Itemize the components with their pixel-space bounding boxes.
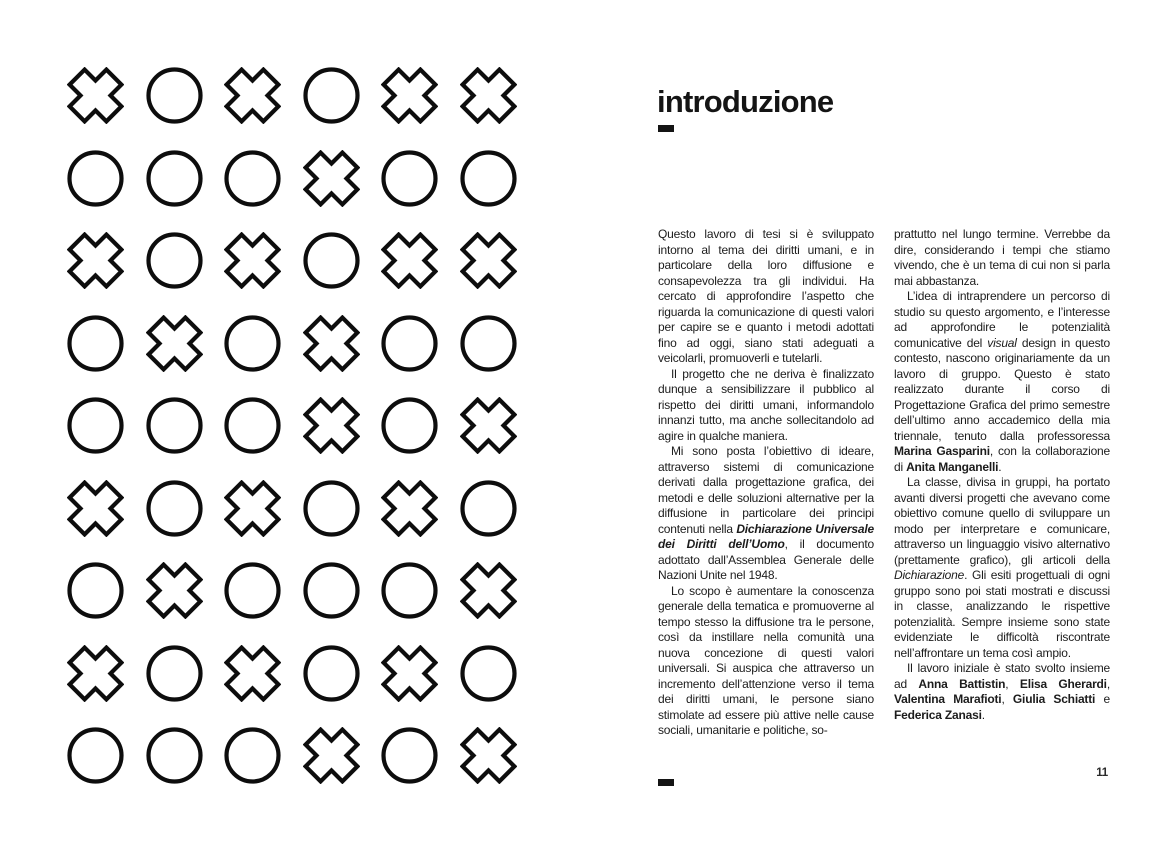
paragraph — [658, 227, 874, 367]
cross-shape — [381, 480, 438, 537]
circle-shape — [303, 645, 360, 702]
cross-shape — [381, 645, 438, 702]
cross-shape — [460, 397, 517, 454]
cross-shape — [303, 397, 360, 454]
cross-shape — [460, 562, 517, 619]
cross-shape — [224, 232, 281, 289]
circle-shape — [146, 397, 203, 454]
text-segment: , — [1005, 676, 1020, 691]
text-segment: , — [1106, 676, 1110, 691]
circle-shape — [146, 67, 203, 124]
text-segment: prattutto nel lungo termine. Verrebbe da dire, considerando i tempi che stiamo vivendo, che è un tema di cui non si parla mai abbastanza. — [894, 227, 1110, 288]
text-segment: Questo lavoro di tesi si è sviluppato intorno al tema dei diritti umani, e in particolare della loro diffusione e consapevolezza tra gli individui. Ha cercato di approfondire l’aspetto che riguarda la comunicazione di questi valori per capire se e quanto i metodi adottati fino ad oggi, siano stati adeguati a veicolarli, promuoverli e tutelarli. — [658, 227, 874, 365]
cross-shape — [460, 727, 517, 784]
circle-shape — [224, 150, 281, 207]
cross-shape — [303, 315, 360, 372]
text-segment: Dichiarazione — [894, 568, 965, 582]
circle-shape — [303, 480, 360, 537]
text-segment: . — [998, 459, 1002, 474]
circle-shape — [381, 397, 438, 454]
circle-shape — [460, 645, 517, 702]
text-segment: Marina Gasparini — [894, 444, 990, 458]
circle-shape — [303, 562, 360, 619]
text-segment: Dichiarazione Universale dei Diritti dell’Uomo — [658, 521, 874, 551]
text-column-2 — [894, 227, 1110, 739]
circle-shape — [146, 645, 203, 702]
text-segment: , il documento adottato dall’Assemblea Generale delle Nazioni Unite nel 1948. — [658, 537, 874, 582]
circle-shape — [381, 315, 438, 372]
paragraph — [894, 475, 1110, 661]
cross-shape — [146, 562, 203, 619]
page-title: introduzione — [657, 84, 834, 119]
paragraph — [658, 367, 874, 445]
text-segment: design in questo contesto, nascono originariamente da un lavoro di gruppo. Questo è stato realizzato durante il corso di Progettazione Grafica del primo semestre dell’ultimo anno accademico della mia triennale, tenuto dalla professoressa — [894, 335, 1110, 443]
text-segment: Federica Zanasi — [894, 707, 982, 722]
circle-shape — [381, 727, 438, 784]
cross-shape — [460, 232, 517, 289]
circle-shape — [146, 480, 203, 537]
circle-shape — [460, 315, 517, 372]
body-text — [658, 227, 1110, 739]
cross-shape — [224, 645, 281, 702]
circle-shape — [460, 480, 517, 537]
circle-shape — [224, 727, 281, 784]
circle-shape — [224, 562, 281, 619]
paragraph — [658, 444, 874, 584]
text-segment: , con la collaborazione di — [894, 444, 1110, 474]
circle-shape — [303, 232, 360, 289]
circle-shape — [146, 232, 203, 289]
cross-shape — [67, 67, 124, 124]
cross-shape — [67, 480, 124, 537]
text-segment: Anita Manganelli — [906, 459, 999, 474]
text-column-1 — [658, 227, 874, 739]
title-dash-icon — [658, 125, 674, 132]
text-segment: Valentina Marafioti — [894, 692, 1002, 706]
circle-shape — [67, 562, 124, 619]
text-segment: . — [981, 707, 985, 722]
circle-shape — [67, 727, 124, 784]
text-segment: Il lavoro iniziale è stato svolto insieme ad — [894, 661, 1110, 691]
cross-shape — [460, 67, 517, 124]
text-segment: Il progetto che ne deriva è finalizzato dunque a sensibilizzare il pubblico al rispetto dei diritti umani, informandolo innanzi tutto, ma anche sollecitandolo ad agire in qualche maniera. — [658, 366, 874, 443]
cross-shape — [381, 232, 438, 289]
circle-shape — [303, 67, 360, 124]
text-segment: La classe, divisa in gruppi, ha portato avanti diversi progetti che avevano come obiettivo comune quello di sviluppare un modo per interpretare e comunicare, attraverso un linguaggio visivo alternativo (prettamente grafico), gli articoli della — [894, 475, 1110, 567]
footer-dash-icon — [658, 779, 674, 786]
text-segment: Anna Battistin — [918, 676, 1006, 691]
text-segment: Lo scopo è aumentare la conoscenza generale della tematica e promuoverne al tempo stesso la diffusione tra le persone, così da instillare nella comunità una nuova concezione di questi valori universali. Si auspica che attraverso un incremento dell’attenzione verso il tema dei diritti umani, le persone siano stimolate ad essere più attive nelle cause sociali, umanitarie e politiche, so- — [658, 583, 874, 737]
circle-shape — [460, 150, 517, 207]
cross-shape — [381, 67, 438, 124]
text-segment: e — [1095, 692, 1110, 706]
circle-shape — [146, 150, 203, 207]
paragraph — [894, 227, 1110, 289]
shape-pattern-grid — [67, 67, 517, 784]
cross-shape — [67, 232, 124, 289]
circle-shape — [67, 315, 124, 372]
cross-shape — [224, 480, 281, 537]
paragraph — [658, 584, 874, 739]
text-segment: visual — [987, 335, 1017, 350]
cross-shape — [67, 645, 124, 702]
circle-shape — [67, 150, 124, 207]
paragraph — [894, 661, 1110, 723]
circle-shape — [146, 727, 203, 784]
paragraph — [894, 289, 1110, 475]
circle-shape — [224, 397, 281, 454]
page-number: 11 — [1096, 767, 1108, 779]
text-segment: Mi sono posta l’obiettivo di ideare, attraverso sistemi di comunicazione derivati dalla progettazione grafica, dei metodi e delle soluzioni alternative per la diffusione in particolare dei principi contenuti nella — [658, 444, 874, 536]
text-segment: L’idea di intraprendere un percorso di studio su questo argomento, e l’interesse ad approfondire le potenzialità comunicative del — [894, 289, 1110, 350]
circle-shape — [224, 315, 281, 372]
text-segment: Giulia Schiatti — [1012, 692, 1096, 706]
cross-shape — [303, 727, 360, 784]
cross-shape — [146, 315, 203, 372]
cross-shape — [224, 67, 281, 124]
text-segment: , — [1001, 692, 1013, 706]
circle-shape — [67, 397, 124, 454]
circle-shape — [381, 150, 438, 207]
text-segment: Elisa Gherardi — [1019, 676, 1107, 691]
text-segment: . Gli esiti progettuali di ogni gruppo sono poi stati mostrati e discussi in classe, analizzando le rispettive potenzialità. Sempre insieme sono state evidenziate le difficoltà riscontrate nell’affrontare un tema così ampio. — [894, 568, 1110, 660]
cross-shape — [303, 150, 360, 207]
circle-shape — [381, 562, 438, 619]
